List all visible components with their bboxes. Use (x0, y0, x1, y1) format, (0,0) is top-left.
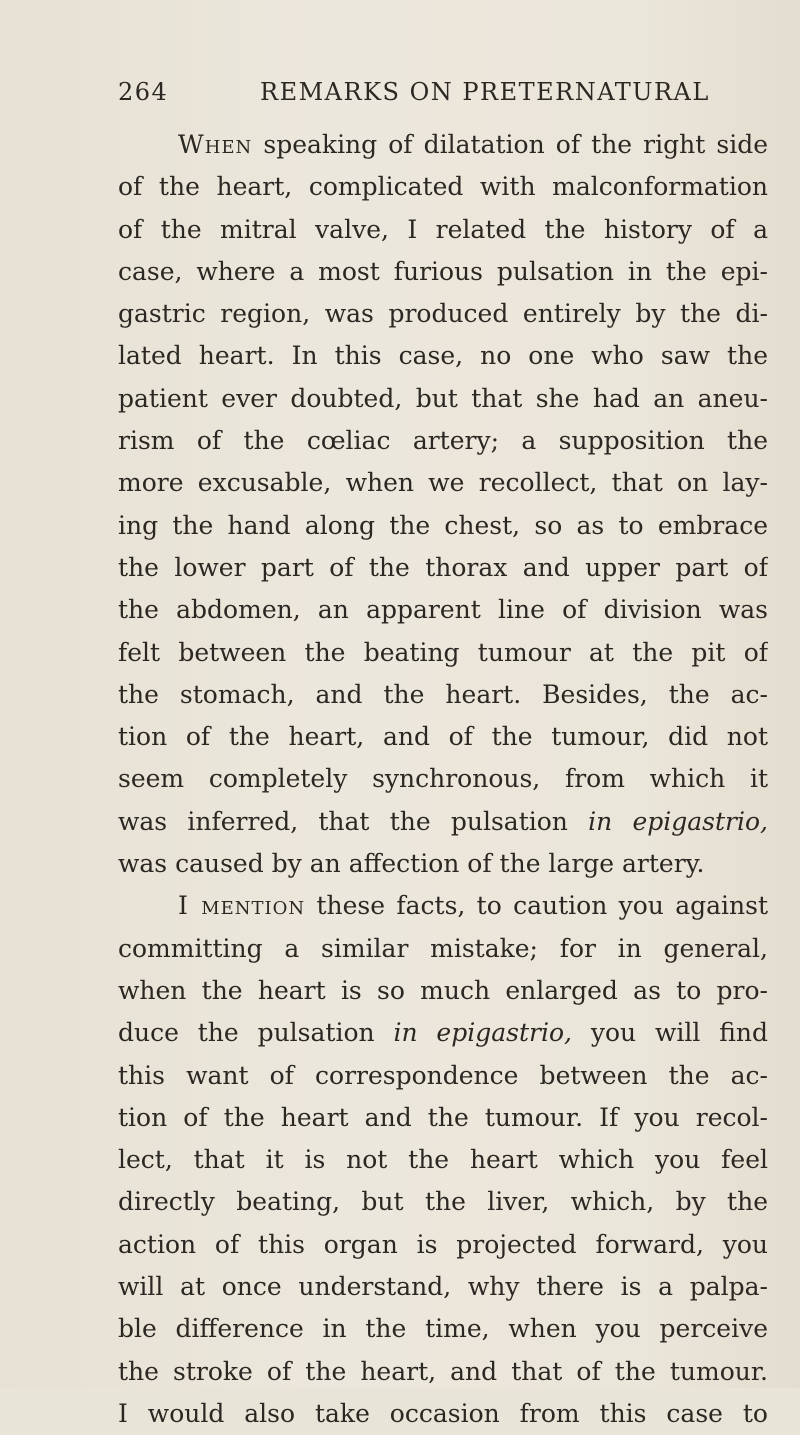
text-line: directly beating, but the liver, which, by the (118, 1187, 768, 1217)
text-line: ing the hand along the chest, so as to embrace (118, 510, 768, 540)
text-line: was caused by an affection of the large artery. (118, 849, 705, 879)
text-line: the lower part of the thorax and upper part of (118, 552, 768, 582)
drop-word: I mention (178, 891, 306, 921)
text-line: duce the pulsation in epigastrio, you will find (118, 1018, 768, 1048)
text-line: seem completely synchronous, from which it (118, 764, 768, 794)
text-line: I would also take occasion from this case to (118, 1398, 768, 1428)
text-line: the abdomen, an apparent line of division was (118, 595, 768, 625)
text-line: of the mitral valve, I related the history of a (118, 214, 768, 244)
page-header (118, 78, 710, 122)
text-line: ble difference in the time, when you perceive (118, 1314, 768, 1344)
drop-word: When (178, 130, 253, 159)
text-line: when the heart is so much enlarged as to pro- (118, 975, 768, 1005)
text-line: more excusable, when we recollect, that on lay- (118, 468, 768, 498)
text-line: rism of the cœliac artery; a supposition the (118, 426, 768, 456)
text-line: tion of the heart, and of the tumour, did not (118, 722, 768, 752)
text-line: I mention these facts, to caution you against (178, 891, 768, 921)
text-line: the stroke of the heart, and that of the tumour. (118, 1356, 768, 1386)
text-line: was inferred, that the pulsation in epigastrio, (118, 806, 768, 836)
text-line: will at once understand, why there is a palpa- (118, 1272, 768, 1302)
text-line: When speaking of dilatation of the right side (178, 130, 768, 159)
text-line: case, where a most furious pulsation in the epi- (118, 256, 768, 286)
text-line: the stomach, and the heart. Besides, the ac- (118, 679, 768, 709)
text-line: lated heart. In this case, no one who saw the (118, 341, 768, 371)
page-number: 264 (118, 78, 169, 106)
body-text (118, 124, 768, 1435)
text-line: patient ever doubted, but that she had an aneu- (118, 383, 768, 413)
text-line: tion of the heart and the tumour. If you recol- (118, 1102, 768, 1132)
text-line: this want of correspondence between the ac- (118, 1060, 768, 1090)
italic-phrase: in epigastrio, (588, 806, 768, 836)
text-line: action of this organ is projected forward, you (118, 1229, 768, 1259)
text-line: of the heart, complicated with malconformation (118, 172, 768, 202)
text-line: lect, that it is not the heart which you feel (118, 1145, 768, 1175)
running-title: REMARKS ON PRETERNATURAL (260, 78, 710, 106)
text-line: felt between the beating tumour at the pit of (118, 637, 768, 667)
text-line: committing a similar mistake; for in general, (118, 933, 768, 963)
text-line: gastric region, was produced entirely by the di- (118, 299, 768, 329)
italic-phrase: in epigastrio, (393, 1018, 572, 1048)
